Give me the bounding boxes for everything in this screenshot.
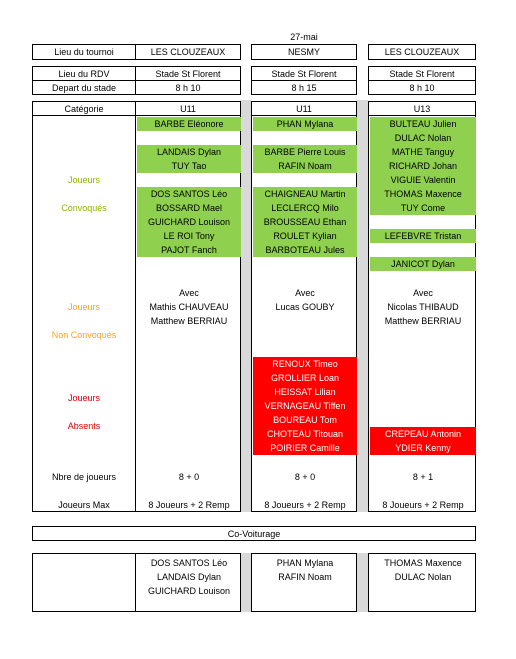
player-convoque: PAJOT Fanch: [137, 243, 241, 257]
categorie-col1: U11: [135, 101, 241, 116]
covoit-col1-panel: [135, 553, 241, 612]
lieu-rdv-col1: Stade St Florent: [135, 66, 241, 81]
column-3-panel: [368, 115, 476, 512]
lieu-tournoi-label: Lieu du tournoi: [32, 44, 136, 60]
depart-col2: 8 h 15: [251, 80, 357, 95]
player-absent: HEISSAT Lilian: [253, 385, 357, 399]
player-convoque: BROUSSEAU Ethan: [253, 215, 357, 229]
non-convoques-label-2: Non Convoqués: [51, 330, 117, 340]
player-convoque: TUY Come: [370, 201, 476, 215]
covoit-entry: LANDAIS Dylan: [156, 572, 222, 582]
player-convoque: BARBE Eléonore: [137, 117, 241, 131]
separator-strip-2: [357, 100, 368, 512]
player-convoque: LEFEBVRE Tristan: [370, 229, 476, 243]
depart-col3: 8 h 10: [368, 80, 476, 95]
separator-strip-4: [357, 553, 368, 612]
lieu-rdv-col2: Stade St Florent: [251, 66, 357, 81]
match-date: 27-mai: [290, 32, 318, 42]
joueurs-max-label: Joueurs Max: [58, 500, 110, 510]
nbre-joueurs-value: 8 + 0: [294, 472, 316, 482]
separator-strip-1: [240, 100, 251, 512]
nbre-joueurs-value: 8 + 0: [178, 472, 200, 482]
player-convoque: BARBOTEAU Jules: [253, 243, 357, 257]
player-absent: CREPEAU Antonin: [370, 427, 476, 441]
player-convoque: TUY Tao: [137, 159, 241, 173]
categorie-col3: U13: [368, 101, 476, 116]
covoit-left-panel: [32, 553, 136, 612]
absents-label-1: Joueurs: [67, 393, 101, 403]
player-convoque: MATHE Tanguy: [370, 145, 476, 159]
player-convoque: JANICOT Dylan: [370, 257, 476, 271]
player-convoque: LANDAIS Dylan: [137, 145, 241, 159]
covoit-entry: PHAN Mylana: [276, 558, 334, 568]
lieu-tournoi-col1: LES CLOUZEAUX: [135, 44, 241, 60]
lieu-rdv-col3: Stade St Florent: [368, 66, 476, 81]
player-absent: YDIER Kenny: [370, 441, 476, 455]
non-convoque-entry: Nicolas THIBAUD: [387, 302, 459, 312]
column-2-panel: [251, 115, 357, 512]
convoques-label-1: Joueurs: [67, 175, 101, 185]
lieu-rdv-label: Lieu du RDV: [32, 66, 136, 81]
covoit-entry: GUICHARD Louison: [147, 586, 231, 596]
nbre-joueurs-value: 8 + 1: [412, 472, 434, 482]
covoit-entry: THOMAS Maxence: [384, 558, 462, 568]
joueurs-max-value: 8 Joueurs + 2 Remp: [148, 500, 230, 510]
player-convoque: DOS SANTOS Léo: [137, 187, 241, 201]
player-convoque: CHAIGNEAU Martin: [253, 187, 357, 201]
joueurs-max-value: 8 Joueurs + 2 Remp: [264, 500, 346, 510]
player-convoque: RAFIN Noam: [253, 159, 357, 173]
player-absent: RENOUX Timeo: [253, 357, 357, 371]
categorie-col2: U11: [251, 101, 357, 116]
player-convoque: RICHARD Johan: [370, 159, 476, 173]
player-convoque: PHAN Mylana: [253, 117, 357, 131]
player-convoque: DULAC Nolan: [370, 131, 476, 145]
left-label-panel: [32, 115, 136, 512]
non-convoque-entry: Avec: [295, 288, 315, 298]
player-absent: POIRIER Camille: [253, 441, 357, 455]
non-convoque-entry: Avec: [413, 288, 433, 298]
player-absent: VERNAGEAU Tiffen: [253, 399, 357, 413]
covoit-entry: DOS SANTOS Léo: [150, 558, 228, 568]
convoques-label-2: Convoqués: [61, 203, 107, 213]
covoiturage-title: Co-Voiturage: [32, 526, 476, 541]
covoit-col3-panel: [368, 553, 476, 612]
player-convoque: LECLERCQ Milo: [253, 201, 357, 215]
depart-col1: 8 h 10: [135, 80, 241, 95]
player-convoque: BARBE Pierre Louis: [253, 145, 357, 159]
covoit-col2-panel: [251, 553, 357, 612]
covoit-entry: DULAC Nolan: [394, 572, 452, 582]
player-absent: BOUREAU Tom: [253, 413, 357, 427]
nbre-joueurs-label: Nbre de joueurs: [51, 472, 117, 482]
player-convoque: BOSSARD Mael: [137, 201, 241, 215]
lieu-tournoi-col3: LES CLOUZEAUX: [368, 44, 476, 60]
non-convoques-label-1: Joueurs: [67, 302, 101, 312]
categorie-label: Catégorie: [32, 101, 136, 116]
player-absent: GROLLIER Loan: [253, 371, 357, 385]
non-convoque-entry: Mathis CHAUVEAU: [149, 302, 229, 312]
separator-strip-3: [240, 553, 251, 612]
joueurs-max-value: 8 Joueurs + 2 Remp: [382, 500, 464, 510]
player-convoque: VIGUIE Valentin: [370, 173, 476, 187]
player-convoque: THOMAS Maxence: [370, 187, 476, 201]
player-convoque: GUICHARD Louison: [137, 215, 241, 229]
absents-label-2: Absents: [67, 421, 101, 431]
player-convoque: LE ROI Tony: [137, 229, 241, 243]
covoit-entry: RAFIN Noam: [278, 572, 332, 582]
lieu-tournoi-col2: NESMY: [251, 44, 357, 60]
player-convoque: ROULET Kylian: [253, 229, 357, 243]
non-convoque-entry: Matthew BERRIAU: [384, 316, 462, 326]
player-absent: CHOTEAU Titouan: [253, 427, 357, 441]
non-convoque-entry: Matthew BERRIAU: [150, 316, 228, 326]
column-1-panel: [135, 115, 241, 512]
non-convoque-entry: Lucas GOUBY: [275, 302, 335, 312]
non-convoque-entry: Avec: [179, 288, 199, 298]
depart-label: Depart du stade: [32, 80, 136, 95]
player-convoque: BULTEAU Julien: [370, 117, 476, 131]
